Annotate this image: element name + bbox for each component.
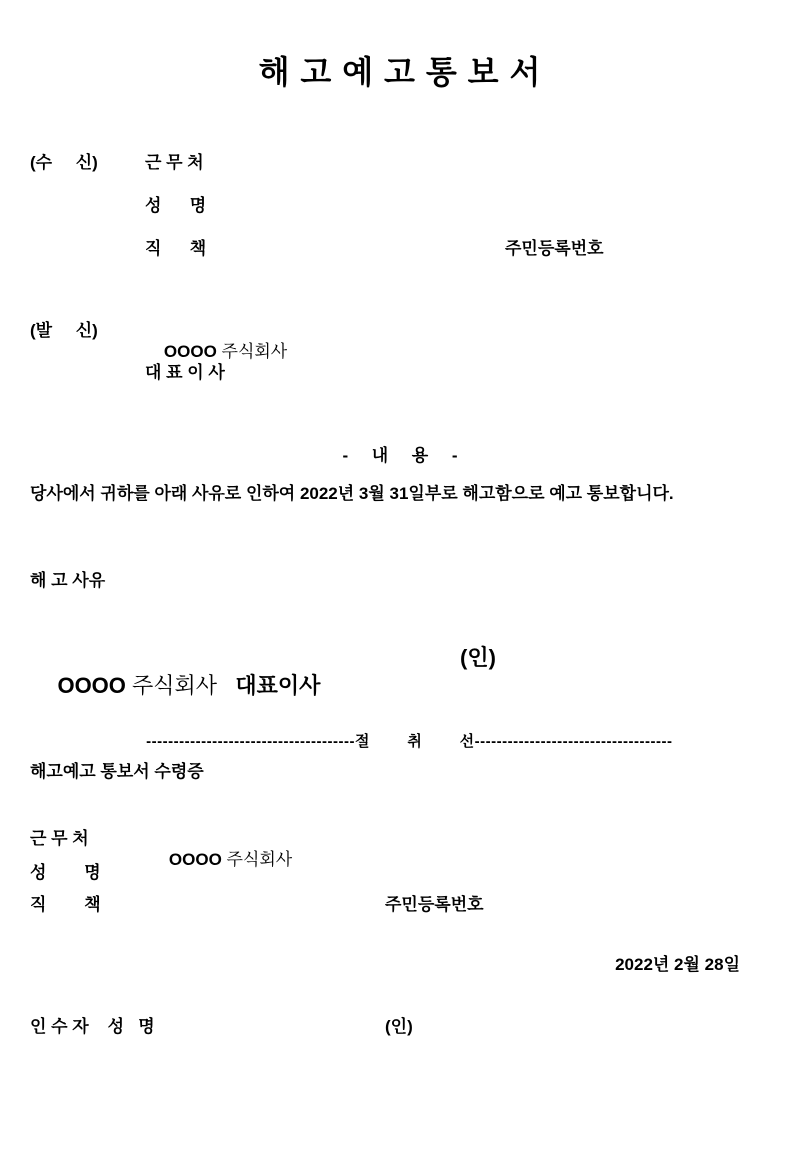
receipt-position-label: 직 책: [30, 895, 101, 914]
receipt-seal: (인): [385, 1017, 413, 1036]
receipt-workplace-label: 근 무 처: [30, 829, 89, 848]
receipt-receiver-label: 인 수 자 성 명: [30, 1017, 155, 1036]
cut-line-left-dashes: --------------------------------------: [146, 732, 355, 750]
receipt-rrn-label: 주민등록번호: [385, 895, 484, 914]
signature-seal: (인): [460, 645, 496, 670]
signature-company-suffix: 주식회사: [125, 672, 236, 698]
recipient-label: (수 신): [30, 153, 98, 172]
dismissal-reason-label: 해 고 사유: [30, 571, 106, 590]
sender-company-suffix: 주식회사: [216, 342, 288, 362]
recipient-rrn-label: 주민등록번호: [505, 239, 604, 258]
cut-line-label: 절 취 선: [355, 732, 475, 750]
sender-label: (발 신): [30, 321, 98, 340]
receipt-name-label: 성 명: [30, 863, 101, 882]
receipt-date: 2022년 2월 28일: [615, 955, 740, 974]
signature-company-name: OOOO: [57, 672, 126, 698]
content-body: 당사에서 귀하를 아래 사유로 인하여 2022년 3월 31일부로 해고함으로 예고 통보합니다.: [30, 484, 674, 503]
document-title: 해 고 예 고 통 보 서: [258, 54, 542, 90]
recipient-name-label: 성 명: [145, 196, 207, 215]
receipt-company: [150, 828, 292, 892]
sender-company-name: OOOO: [163, 342, 217, 362]
receipt-company-suffix: 주식회사: [221, 850, 293, 870]
recipient-workplace-label: 근 무 처: [145, 153, 204, 172]
receipt-title: 해고예고 통보서 수령증: [30, 762, 204, 781]
recipient-position-label: 직 책: [145, 239, 207, 258]
receipt-company-name: OOOO: [168, 850, 222, 870]
signature-ceo: 대표이사: [235, 672, 321, 698]
sender-ceo-label: 대 표 이 사: [145, 363, 225, 382]
content-heading: - 내 용 -: [342, 446, 458, 465]
cut-line-right-dashes: ------------------------------------: [474, 732, 673, 750]
